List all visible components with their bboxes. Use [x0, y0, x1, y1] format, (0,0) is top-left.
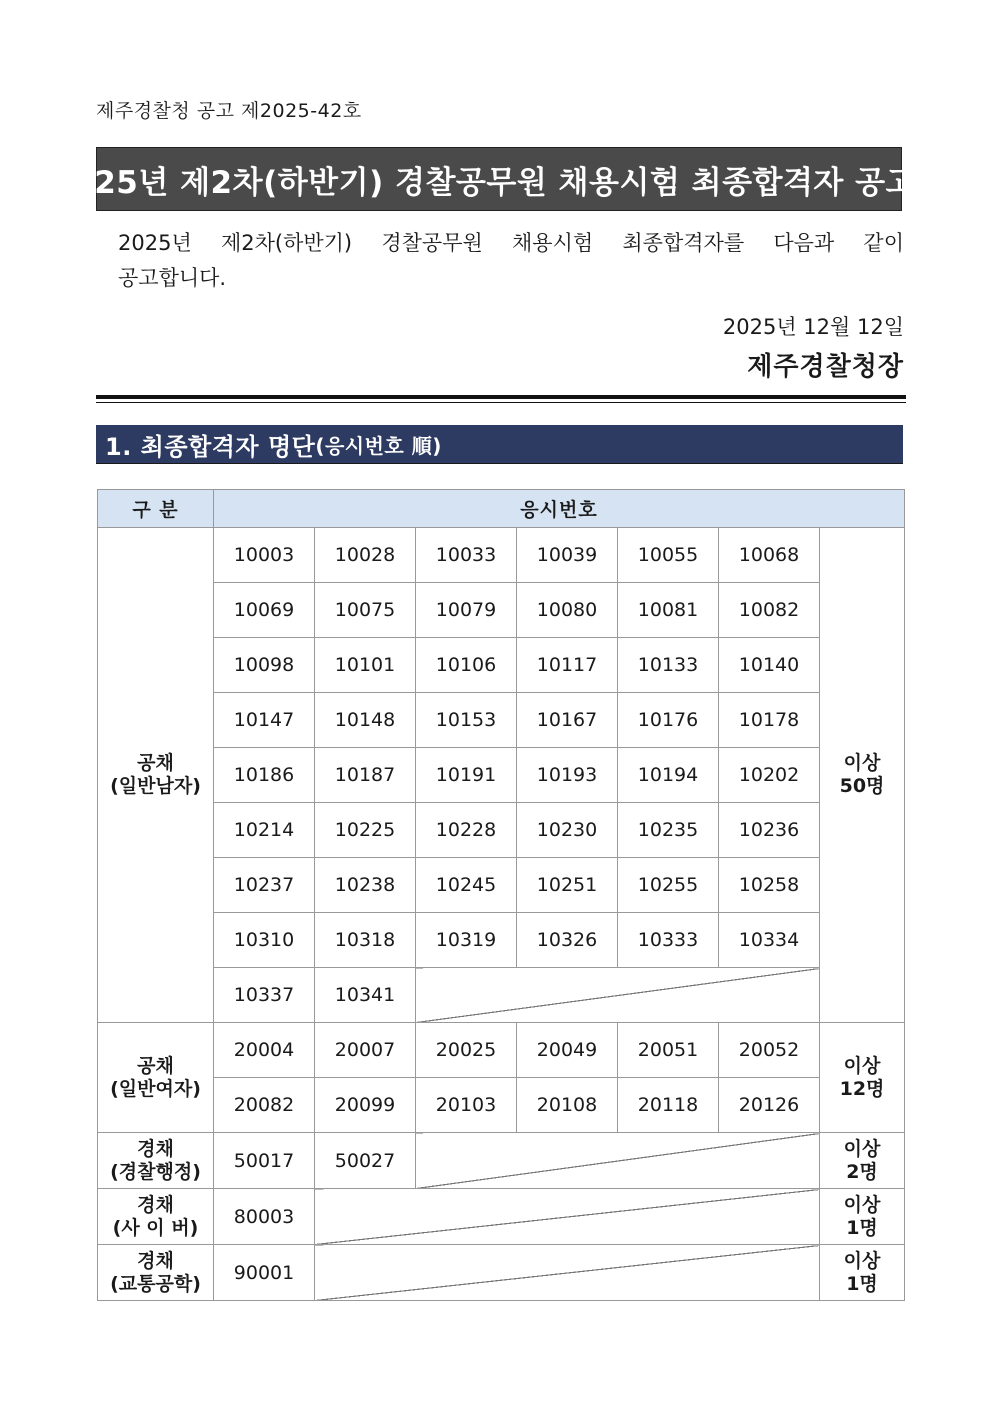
table-row [98, 803, 905, 858]
total-cell [820, 1189, 905, 1245]
category-detail: (경찰행정) [110, 1160, 201, 1183]
table-row [98, 693, 905, 748]
applicant-number: 10153 [416, 693, 517, 748]
category-name: 경채 [137, 1193, 174, 1216]
total-count: 1명 [846, 1216, 878, 1239]
applicant-number: 10069 [214, 583, 315, 638]
category-cell [98, 528, 214, 1023]
results-table [97, 489, 905, 1301]
total-count: 1명 [846, 1272, 878, 1295]
applicant-number: 10117 [517, 638, 618, 693]
announcement-date: 2025년 12월 12일 [722, 315, 904, 339]
applicant-number: 10230 [517, 803, 618, 858]
notice-number: 제주경찰청 공고 제2025-42호 [96, 100, 362, 122]
applicant-number: 20052 [719, 1023, 820, 1078]
intro-word: 채용시험 [512, 231, 594, 255]
table-row [98, 1189, 905, 1245]
category-cell [98, 1133, 214, 1189]
total-label: 이상 [843, 1054, 881, 1077]
applicant-number: 10194 [618, 748, 719, 803]
applicant-number: 10251 [517, 858, 618, 913]
applicant-number: 10245 [416, 858, 517, 913]
category-detail: (일반여자) [110, 1077, 201, 1100]
total-count: 2명 [846, 1160, 878, 1183]
applicant-number: 10167 [517, 693, 618, 748]
category-detail: (일반남자) [110, 775, 201, 797]
table-row [98, 913, 905, 968]
table-row [98, 583, 905, 638]
table-row [98, 748, 905, 803]
applicant-number: 20007 [315, 1023, 416, 1078]
category-name: 경채 [137, 1249, 174, 1272]
applicant-number: 10039 [517, 528, 618, 583]
applicant-number: 20099 [315, 1078, 416, 1133]
document-title: ’25년 제2차(하반기) 경찰공무원 채용시험 최종합격자 공고 [81, 164, 917, 201]
applicant-number: 10333 [618, 913, 719, 968]
applicant-number: 10101 [315, 638, 416, 693]
category-name: 공채 [137, 1054, 174, 1077]
applicant-number: 10028 [315, 528, 416, 583]
intro-paragraph [118, 226, 904, 296]
applicant-number: 10255 [618, 858, 719, 913]
applicant-number: 10193 [517, 748, 618, 803]
applicant-number: 10238 [315, 858, 416, 913]
empty-diagonal-cell [315, 1245, 820, 1301]
total-count: 12명 [839, 1077, 885, 1100]
empty-diagonal-cell [416, 968, 820, 1023]
applicant-number: 10258 [719, 858, 820, 913]
applicant-number: 10186 [214, 748, 315, 803]
applicant-number: 20126 [719, 1078, 820, 1133]
applicant-number: 10140 [719, 638, 820, 693]
applicant-number: 20049 [517, 1023, 618, 1078]
applicant-number: 10148 [315, 693, 416, 748]
applicant-number: 10191 [416, 748, 517, 803]
category-detail: (교통공학) [110, 1272, 201, 1295]
applicant-number: 10187 [315, 748, 416, 803]
applicant-number: 10055 [618, 528, 719, 583]
intro-word: 경찰공무원 [381, 231, 483, 255]
signer-title: 제주경찰청장 [747, 352, 904, 382]
applicant-number: 10106 [416, 638, 517, 693]
applicant-number: 80003 [214, 1189, 315, 1245]
total-label: 이상 [843, 1193, 881, 1216]
applicant-number: 10079 [416, 583, 517, 638]
intro-word: 2025년 [118, 231, 192, 255]
applicant-number: 10318 [315, 913, 416, 968]
applicant-number: 10319 [416, 913, 517, 968]
applicant-number: 20082 [214, 1078, 315, 1133]
applicant-number: 90001 [214, 1245, 315, 1301]
applicant-number: 50027 [315, 1133, 416, 1189]
applicant-number: 10176 [618, 693, 719, 748]
category-cell [98, 1189, 214, 1245]
applicant-number: 10228 [416, 803, 517, 858]
divider-thin [96, 402, 906, 403]
applicant-number: 10033 [416, 528, 517, 583]
intro-word: 다음과 [773, 231, 835, 255]
applicant-number: 20004 [214, 1023, 315, 1078]
applicant-number: 10075 [315, 583, 416, 638]
header-numbers: 응시번호 [214, 490, 905, 528]
table-row [98, 1023, 905, 1078]
table-row [98, 1245, 905, 1301]
table-row [98, 968, 905, 1023]
total-cell [820, 1023, 905, 1133]
total-label: 이상 [843, 752, 881, 774]
section-title-main: 1. 최종합격자 명단 [105, 432, 316, 461]
category-name: 경채 [137, 1137, 174, 1160]
applicant-number: 10334 [719, 913, 820, 968]
applicant-number: 10080 [517, 583, 618, 638]
applicant-number: 20108 [517, 1078, 618, 1133]
header-category: 구 분 [98, 490, 214, 528]
applicant-number: 20025 [416, 1023, 517, 1078]
total-label: 이상 [843, 1137, 881, 1160]
intro-word: 같이 [863, 231, 904, 255]
intro-line-1 [118, 226, 904, 261]
applicant-number: 20103 [416, 1078, 517, 1133]
total-cell [820, 1245, 905, 1301]
section-title-sub: (응시번호 順) [315, 433, 442, 458]
applicant-number: 20051 [618, 1023, 719, 1078]
total-count: 50명 [839, 775, 885, 797]
applicant-number: 10178 [719, 693, 820, 748]
intro-line-2: 공고합니다. [118, 266, 227, 290]
table-row [98, 1133, 905, 1189]
applicant-number: 10341 [315, 968, 416, 1023]
applicant-number: 10003 [214, 528, 315, 583]
table-header-row [98, 490, 905, 528]
category-detail: (사 이 버) [112, 1216, 199, 1239]
applicant-number: 10236 [719, 803, 820, 858]
total-label: 이상 [843, 1249, 881, 1272]
total-cell [820, 528, 905, 1023]
empty-diagonal-cell [315, 1189, 820, 1245]
intro-word: 최종합격자를 [622, 231, 745, 255]
applicant-number: 10214 [214, 803, 315, 858]
table-row [98, 1078, 905, 1133]
applicant-number: 10202 [719, 748, 820, 803]
empty-diagonal-cell [416, 1133, 820, 1189]
applicant-number: 10133 [618, 638, 719, 693]
category-name: 공채 [137, 752, 174, 774]
applicant-number: 10310 [214, 913, 315, 968]
applicant-number: 20118 [618, 1078, 719, 1133]
applicant-number: 10237 [214, 858, 315, 913]
applicant-number: 50017 [214, 1133, 315, 1189]
total-cell [820, 1133, 905, 1189]
divider-thick [96, 395, 906, 399]
applicant-number: 10082 [719, 583, 820, 638]
intro-word: 제2차(하반기) [220, 231, 353, 255]
section-heading [96, 425, 903, 464]
table-row [98, 528, 905, 583]
applicant-number: 10225 [315, 803, 416, 858]
applicant-number: 10098 [214, 638, 315, 693]
table-row [98, 638, 905, 693]
applicant-number: 10068 [719, 528, 820, 583]
table-row [98, 858, 905, 913]
document-title-bar [81, 147, 917, 211]
category-cell [98, 1245, 214, 1301]
applicant-number: 10147 [214, 693, 315, 748]
applicant-number: 10337 [214, 968, 315, 1023]
applicant-number: 10081 [618, 583, 719, 638]
applicant-number: 10326 [517, 913, 618, 968]
applicant-number: 10235 [618, 803, 719, 858]
category-cell [98, 1023, 214, 1133]
